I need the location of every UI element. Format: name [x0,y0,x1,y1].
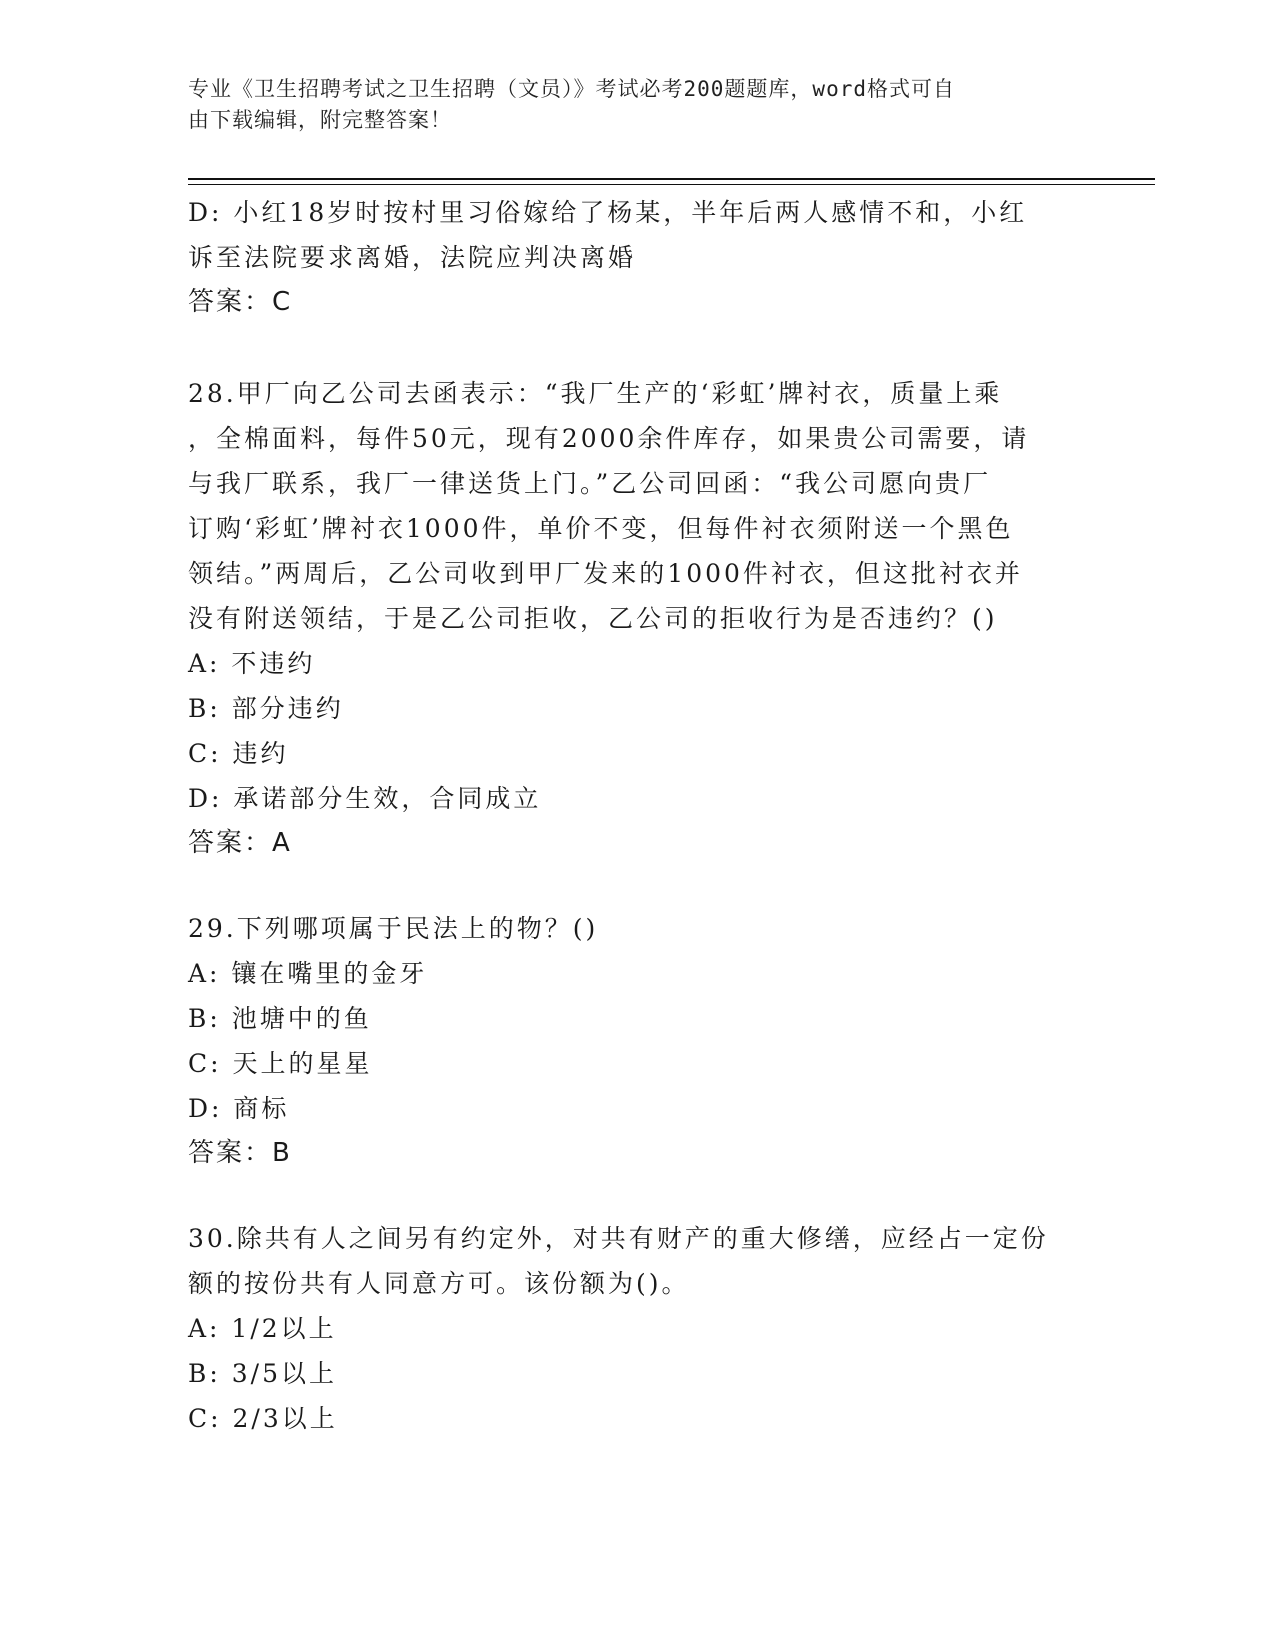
answer-label: 答案：C [188,287,293,317]
question-30 [188,1216,1088,1441]
question-text-line: 没有附送领结，于是乙公司拒收，乙公司的拒收行为是否违约？() [188,604,998,633]
option-b: B: 部分违约 [188,694,344,723]
question-28 [188,371,1088,866]
option-b: B: 3/5以上 [188,1359,337,1388]
header-rule-thick [188,178,1155,180]
option-d: D: 承诺部分生效，合同成立 [188,784,542,813]
option-a: A: 不违约 [188,649,316,678]
document-header [188,74,1068,136]
question-text-line: 30.除共有人之间另有约定外，对共有财产的重大修缮，应经占一定份 [188,1224,1049,1253]
question-text-line: 额的按份共有人同意方可。该份额为()。 [188,1269,690,1298]
header-line-2: 由下载编辑，附完整答案！ [188,108,452,132]
document-body [188,190,1088,1441]
question-29 [188,906,1088,1176]
answer-label: 答案：A [188,828,292,858]
question-text-line: 29.下列哪项属于民法上的物？() [188,914,599,943]
option-c: C: 天上的星星 [188,1049,373,1078]
option-d-line-1: D: 小红18岁时按村里习俗嫁给了杨某，半年后两人感情不和，小红 [188,198,1028,227]
option-c: C: 违约 [188,739,289,768]
question-text-line: 28.甲厂向乙公司去函表示：“我厂生产的‘彩虹’牌衬衣，质量上乘 [188,379,1003,408]
option-c: C: 2/3以上 [188,1404,338,1433]
question-text-line: ，全棉面料，每件50元，现有2000余件库存，如果贵公司需要，请 [188,424,1030,453]
header-rule-thin [188,184,1155,185]
question-27-tail [188,190,1088,325]
question-text-line: 领结。”两周后，乙公司收到甲厂发来的1000件衬衣，但这批衬衣并 [188,559,1023,588]
question-text-line: 与我厂联系，我厂一律送货上门。”乙公司回函：“我公司愿向贵厂 [188,469,992,498]
option-d-line-2: 诉至法院要求离婚，法院应判决离婚 [188,243,637,272]
option-b: B: 池塘中的鱼 [188,1004,372,1033]
question-text-line: 订购‘彩虹’牌衬衣1000件，单价不变，但每件衬衣须附送一个黑色 [188,514,1014,543]
header-line-1: 专业《卫生招聘考试之卫生招聘（文员）》考试必考200题题库，word格式可自 [188,77,955,101]
answer-label: 答案：B [188,1138,292,1168]
option-a: A: 1/2以上 [188,1314,337,1343]
option-a: A: 镶在嘴里的金牙 [188,959,428,988]
option-d: D: 商标 [188,1094,290,1123]
